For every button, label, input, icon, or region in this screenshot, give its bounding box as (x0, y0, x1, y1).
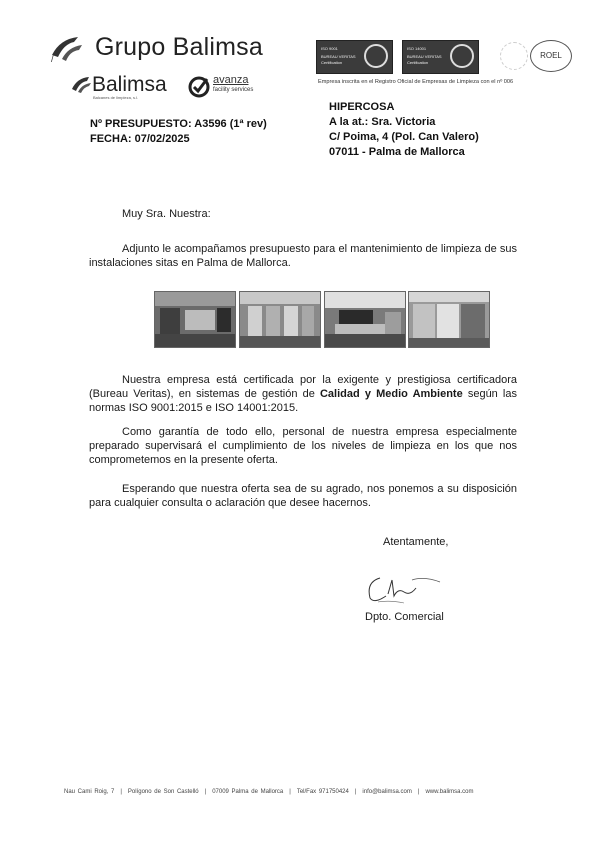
paragraph-certification (89, 373, 517, 415)
quality-environment-emphasis: Calidad y Medio Ambiente (319, 388, 463, 400)
footer-area: Polígono de Son Castelló (127, 789, 199, 795)
balimsa-logo-icon (70, 74, 92, 94)
recipient-city: 07011 - Palma de Mallorca (329, 146, 465, 158)
cert-line3: Certification (321, 60, 343, 65)
iso-9001-certification-badge (316, 40, 393, 74)
paragraph-certification-text-start: Nuestra empresa está certificada por la exigente y prestigiosa certificadora (Bureau Veritas), en sistemas de gestión de (89, 374, 517, 400)
avanza-logo-icon (188, 76, 210, 98)
cert-line1: ISO 9001 (321, 46, 338, 51)
footer-address: Nau Cami Roig, 7 (64, 789, 115, 795)
brand-name-avanza: avanza (213, 74, 249, 86)
cert-line3: Certification (407, 60, 429, 65)
brand-name-main: Grupo Balimsa (95, 33, 263, 61)
salutation: Muy Sra. Nuestra: (122, 208, 211, 220)
paragraph-guarantee: Como garantía de todo ello, personal de nuestra empresa especialmente preparado supervisará el cumplimiento de los niveles de limpieza en los que nos comprometemos en la presente oferta. (89, 426, 517, 466)
brand-name-balimsa: Balimsa (92, 73, 167, 96)
recipient-company: HIPERCOSA (329, 101, 395, 113)
paragraph-certification-text-end: según las normas ISO 9001:2015 e ISO 14001:2015. (89, 388, 517, 414)
cert-line1: ISO 14001 (407, 46, 427, 51)
brand-avanza-tagline: facility services (213, 87, 254, 93)
closing-salutation: Atentamente, (383, 536, 449, 548)
budget-number: Nº PRESUPUESTO: A3596 (1ª rev) (90, 118, 267, 130)
glass-office-photo (239, 291, 321, 348)
faint-seal-icon (500, 42, 528, 70)
svg-text:/: / (51, 54, 54, 63)
footer-email: info@balimsa.com (362, 789, 412, 795)
brand-balimsa-tagline: Balcanes de limpieza, s.l. (93, 95, 139, 100)
footer-city: 07009 Palma de Mallorca (212, 789, 284, 795)
footer-web: www.balimsa.com (425, 789, 474, 795)
footer-phone: Tel/Fax 971750424 (296, 789, 349, 795)
cert-line2: BUREAU VERITAS (407, 54, 442, 59)
bureau-veritas-seal-icon (450, 44, 474, 68)
registry-note: Empresa inscrita en el Registro Oficial de Empresas de Limpieza con el nº 006 (318, 79, 514, 85)
bureau-veritas-seal-icon (364, 44, 388, 68)
store-interior-photo (408, 291, 490, 348)
budget-date: FECHA: 07/02/2025 (90, 133, 190, 145)
department-signature: Dpto. Comercial (365, 611, 444, 623)
grupo-balimsa-logo-icon (48, 33, 86, 63)
reception-photo (324, 291, 406, 348)
handwritten-signature (360, 566, 450, 606)
paragraph-closing: Esperando que nuestra oferta sea de su agrado, nos ponemos a su disposición para cualquier consulta o aclaración que desee hacernos. (89, 483, 517, 509)
recipient-attention: A la at.: Sra. Victoria (329, 116, 436, 128)
office-interior-photo (154, 291, 236, 348)
recipient-street: C/ Poima, 4 (Pol. Can Valero) (329, 131, 479, 143)
cert-line2: BUREAU VERITAS (321, 54, 356, 59)
paragraph-intro: Adjunto le acompañamos presupuesto para el mantenimiento de limpieza de sus instalaciones sitas en Palma de Mallorca. (89, 243, 517, 269)
iso-14001-certification-badge (402, 40, 479, 74)
footer: Nau Cami Roig, 7 | Polígono de Son Castelló | 07009 Palma de Mallorca | Tel/Fax 971750424 | info@balimsa.com | www.balimsa.com (64, 789, 474, 795)
roel-badge: ROEL (530, 40, 572, 72)
